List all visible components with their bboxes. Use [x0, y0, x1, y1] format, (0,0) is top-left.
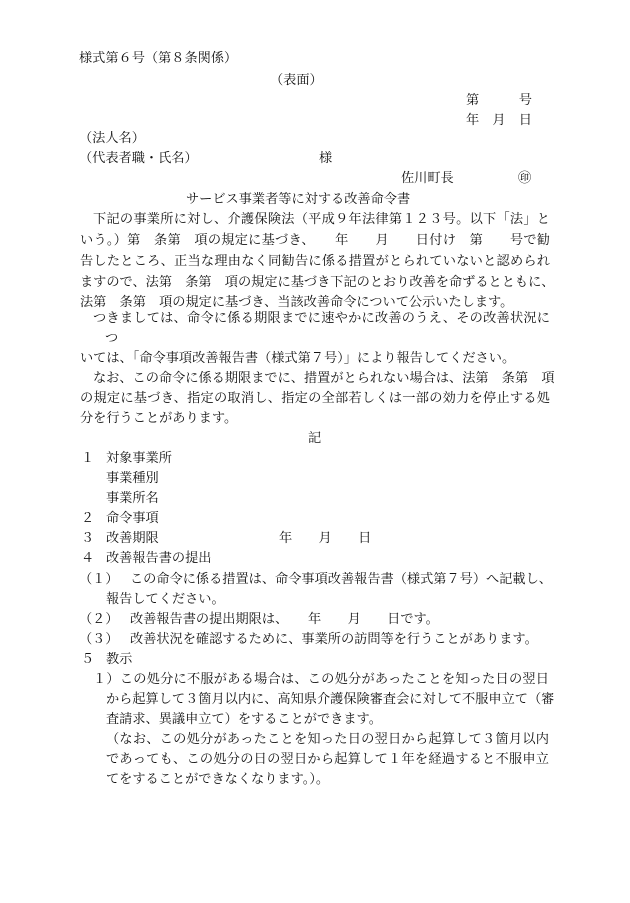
item-4-2-number: （２）	[79, 612, 119, 627]
item-5-2-line1: （なお、この処分があったことを知った日の翌日から起算して３箇月以内	[106, 732, 549, 747]
body-p2-line3: いては、「命令事項改善報告書（様式第７号）」により報告してください。	[80, 351, 516, 366]
item-5-label: 教示	[106, 652, 133, 667]
item-2-label: 命令事項	[106, 511, 159, 526]
item-4-3-number: （３）	[79, 632, 119, 647]
item-1-business-type: 事業種別	[106, 471, 159, 486]
doc-date: 年 月 日	[466, 113, 532, 128]
body-p3-line3: 分を行うことがあります。	[80, 411, 238, 426]
item-3-deadline: 年 月 日	[279, 531, 372, 546]
item-3-label: 改善期限	[106, 531, 159, 546]
body-p2-line2: つ	[105, 331, 119, 346]
body-p1-line4: ますので、法第 条第 項の規定に基づき下記のとおり改善を命ずるとともに、	[80, 275, 555, 290]
issuer-name: 佐川町長	[401, 171, 454, 186]
item-5-1-line2: から起算して３箇月以内に、高知県介護保険審査会に対して不服申立て（審	[106, 692, 555, 707]
item-1-label: 対象事業所	[106, 451, 172, 466]
body-p1-line1: 下記の事業所に対し、介護保険法（平成９年法律第１２３号。以下「法」と	[93, 212, 550, 227]
item-4-number: ４	[81, 551, 95, 566]
item-4-1-line1: この命令に係る措置は、命令事項改善報告書（様式第７号）へ記載し、	[130, 572, 552, 587]
item-4-2-text: 改善報告書の提出期限は、 年 月 日です。	[130, 612, 439, 627]
seal-mark: ㊞	[518, 171, 532, 186]
body-p1-line2: いう。）第 条第 項の規定に基づき、 年 月 日付け 第 号で勧	[80, 233, 550, 248]
item-4-3-text: 改善状況を確認するために、事業所の訪問等を行うことがあります。	[130, 632, 538, 647]
item-3-number: ３	[81, 531, 95, 546]
item-1-number: １	[81, 451, 95, 466]
item-4-1-number: （１）	[79, 572, 119, 587]
form-label: 様式第６号（第８条関係）	[79, 51, 238, 66]
side-label: （表面）	[270, 73, 323, 88]
item-5-number: ５	[81, 652, 95, 667]
honorific: 様	[319, 151, 333, 166]
rep-name-label: （代表者職・氏名）	[79, 151, 198, 166]
ki-heading: 記	[308, 431, 322, 446]
body-p1-line5: 法第 条第 項の規定に基づき、当該改善命令について公示いたします。	[80, 295, 514, 310]
doc-number: 第 号	[466, 93, 532, 108]
item-5-1-line1: １）この処分に不服がある場合は、この処分があったことを知った日の翌日	[93, 672, 549, 687]
document-title: サービス事業者等に対する改善命令書	[186, 192, 411, 207]
corp-name-label: （法人名）	[79, 131, 145, 146]
item-1-business-name: 事業所名	[106, 491, 159, 506]
body-p3-line2: の規定に基づき、指定の取消し、指定の全部若しくは一部の効力を停止する処	[80, 391, 550, 406]
item-2-number: ２	[81, 511, 95, 526]
item-4-1-line2: 報告してください。	[106, 592, 225, 607]
body-p2-line1: つきましては、命令に係る期限までに速やかに改善のうえ、その改善状況に	[93, 311, 550, 326]
body-p3-line1: なお、この命令に係る期限までに、措置がとられない場合は、法第 条第 項	[93, 371, 555, 386]
item-4-label: 改善報告書の提出	[106, 551, 212, 566]
item-5-2-line2: であっても、この処分の日の翌日から起算して１年を経過すると不服申立	[106, 752, 549, 767]
body-p1-line3: 告したところ、正当な理由なく同勧告に係る措置がとられていないと認められ	[80, 254, 550, 269]
item-5-2-line3: てをすることができなくなります。）。	[106, 772, 330, 787]
item-5-1-line3: 査請求、異議申立て）をすることができます。	[106, 712, 382, 727]
